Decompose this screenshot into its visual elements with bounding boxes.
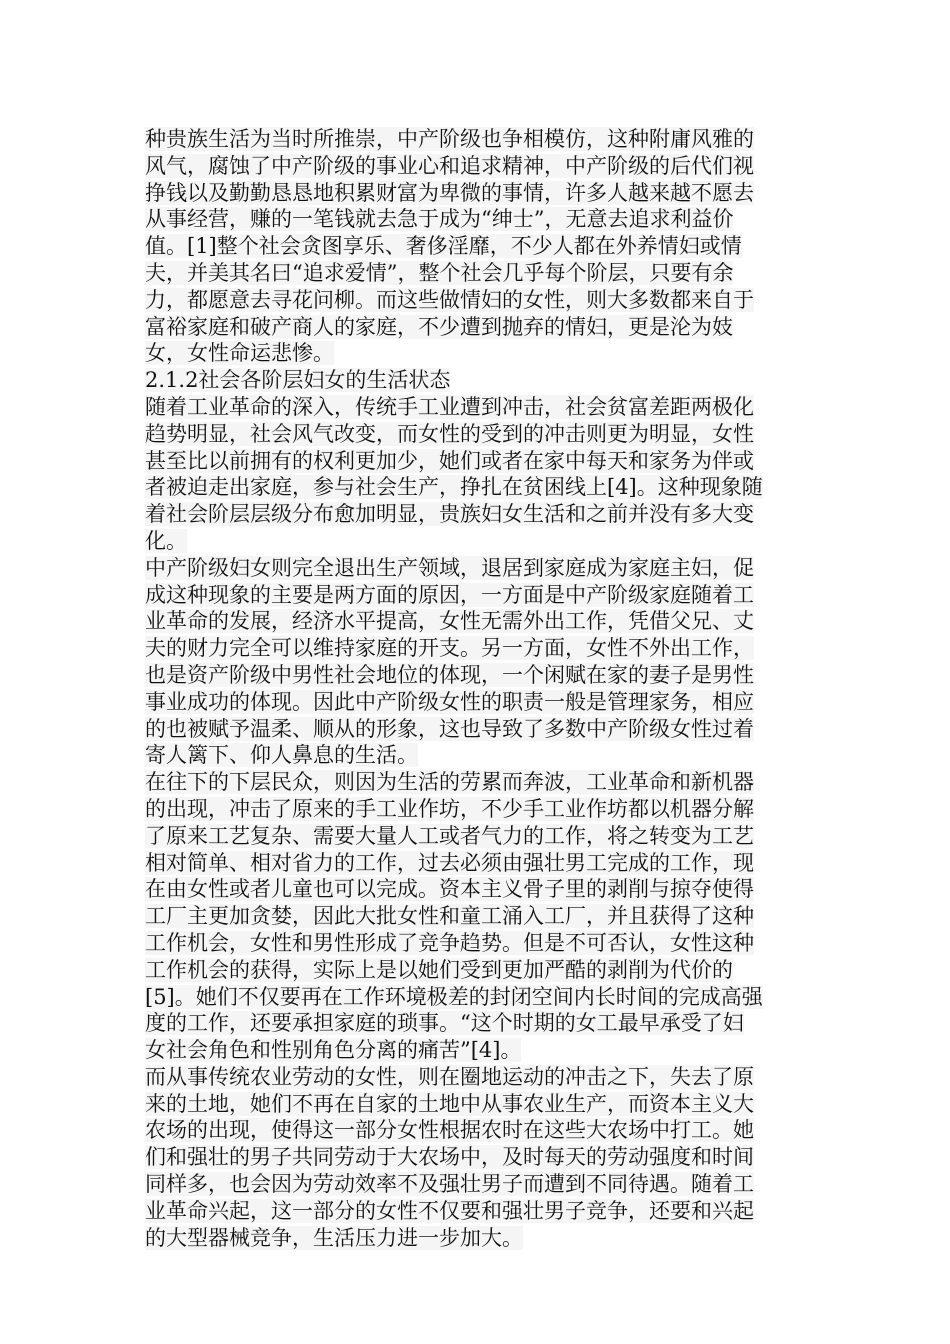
- line-text: 业革命兴起，这一部分的女性不仅要和强壮男子竞争，还要和兴起: [145, 1198, 754, 1223]
- line-text: 成这种现象的主要是两方面的原因，一方面是中产阶级家庭随着工: [145, 582, 754, 607]
- line-text: 从事经营，赚的一笔钱就去急于成为“绅士”，无意去追求利益价: [145, 207, 734, 232]
- body-paragraph: [145, 1064, 805, 1252]
- paragraph-line: [145, 1144, 805, 1171]
- paragraph-line: [145, 206, 805, 233]
- line-text: 同样多，也会因为劳动效率不及强壮男子而遭到不同待遇。随着工: [145, 1172, 754, 1197]
- paragraph-line: [145, 608, 805, 635]
- paragraph-line: [145, 1091, 805, 1118]
- line-text: 甚至比以前拥有的权利更加少，她们或者在家中每天和家务为伴或: [145, 448, 754, 473]
- line-text: 种贵族生活为当时所推崇，中产阶级也争相模仿，这种附庸风雅的: [145, 127, 754, 151]
- line-text: 化。: [145, 528, 187, 553]
- body-paragraph: [145, 769, 805, 1064]
- paragraph-line: [145, 582, 805, 609]
- line-text: 挣钱以及勤勤恳恳地积累财富为卑微的事情，许多人越来越不愿去: [145, 180, 754, 205]
- paragraph-line: [145, 555, 805, 582]
- paragraph-line: [145, 448, 805, 475]
- paragraph-line: [145, 180, 805, 207]
- paragraph-line: [145, 1117, 805, 1144]
- paragraph-line: [145, 796, 805, 823]
- line-text: 工作机会，女性和男性形成了竞争趋势。但是不可否认，女性这种: [145, 930, 754, 955]
- line-text: 在往下的下层民众，则因为生活的劳累而奔波，工业革命和新机器: [145, 770, 754, 795]
- paragraph-line: [145, 1171, 805, 1198]
- line-text: 中产阶级妇女则完全退出生产领域，退居到家庭成为家庭主妇，促: [145, 555, 754, 580]
- paragraph-line: [145, 876, 805, 903]
- paragraph-line: [145, 957, 805, 984]
- body-paragraph: [145, 126, 805, 367]
- paragraph-line: [145, 1064, 805, 1091]
- line-text: 着社会阶层层级分布愈加明显，贵族妇女生活和之前并没有多大变: [145, 502, 754, 527]
- line-text: 度的工作，还要承担家庭的琐事。“这个时期的女工最早承受了妇: [145, 1011, 744, 1036]
- paragraph-line: [145, 850, 805, 877]
- paragraph-line: [145, 903, 805, 930]
- paragraph-line: [145, 662, 805, 689]
- line-text: 来的土地，她们不再在自家的土地中从事农业生产，而资本主义大: [145, 1091, 754, 1116]
- line-text: 的也被赋予温柔、顺从的形象，这也导致了多数中产阶级女性过着: [145, 716, 754, 741]
- paragraph-line: [145, 689, 805, 716]
- paragraph-line: [145, 153, 805, 180]
- line-text: 夫的财力完全可以维持家庭的开支。另一方面，女性不外出工作，: [145, 636, 754, 661]
- line-text: 的出现，冲击了原来的手工业作坊，不少手工业作坊都以机器分解: [145, 796, 754, 821]
- line-text: 在由女性或者儿童也可以完成。资本主义骨子里的剥削与掠夺使得: [145, 877, 754, 902]
- line-text: 2.1.2社会各阶层妇女的生活状态: [145, 368, 451, 393]
- document-body: [145, 126, 805, 1251]
- line-text: 风气，腐蚀了中产阶级的事业心和追求精神，中产阶级的后代们视: [145, 153, 754, 178]
- paragraph-line: [145, 1010, 805, 1037]
- line-text: 随着工业革命的深入，传统手工业遭到冲击，社会贫富差距两极化: [145, 394, 754, 419]
- paragraph-line: [145, 126, 805, 153]
- line-text: 富裕家庭和破产商人的家庭，不少遭到抛弃的情妇，更是沦为妓: [145, 314, 733, 339]
- paragraph-line: [145, 260, 805, 287]
- paragraph-line: [145, 1198, 805, 1225]
- paragraph-line: [145, 635, 805, 662]
- line-text: 力，都愿意去寻花问柳。而这些做情妇的女性，则大多数都来自于: [145, 287, 754, 312]
- section-heading: [145, 367, 805, 394]
- paragraph-line: [145, 984, 805, 1011]
- paragraph-line: [145, 716, 805, 743]
- paragraph-line: [145, 528, 805, 555]
- paragraph-line: [145, 421, 805, 448]
- line-text: 寄人篱下、仰人鼻息的生活。: [145, 743, 418, 768]
- line-text: 也是资产阶级中男性社会地位的体现，一个闲赋在家的妻子是男性: [145, 662, 754, 687]
- paragraph-line: [145, 501, 805, 528]
- line-text: 工厂主更加贪婪，因此大批女性和童工涌入工厂，并且获得了这种: [145, 904, 754, 929]
- line-text: 者被迫走出家庭，参与社会生产，挣扎在贫困线上[4]。这种现象随: [145, 475, 763, 500]
- paragraph-line: [145, 394, 805, 421]
- paragraph-line: [145, 1225, 805, 1252]
- paragraph-line: [145, 1037, 805, 1064]
- line-text: 夫，并美其名曰“追求爱情”，整个社会几乎每个阶层，只要有余: [145, 260, 734, 285]
- paragraph-line: [145, 769, 805, 796]
- line-text: 了原来工艺复杂、需要大量人工或者气力的工作，将之转变为工艺: [145, 823, 754, 848]
- line-text: 而从事传统农业劳动的女性，则在圈地运动的冲击之下，失去了原: [145, 1064, 754, 1089]
- paragraph-line: [145, 474, 805, 501]
- line-text: 工作机会的获得，实际上是以她们受到更加严酷的剥削为代价的: [145, 957, 733, 982]
- paragraph-line: [145, 287, 805, 314]
- line-text: 业革命的发展，经济水平提高，女性无需外出工作，凭借父兄、丈: [145, 609, 754, 634]
- paragraph-line: [145, 314, 805, 341]
- line-text: 女，女性命运悲惨。: [145, 341, 334, 366]
- line-text: 们和强壮的男子共同劳动于大农场中，及时每天的劳动强度和时间: [145, 1145, 754, 1170]
- paragraph-line: [145, 742, 805, 769]
- line-text: 农场的出现，使得这一部分女性根据农时在这些大农场中打工。她: [145, 1118, 754, 1143]
- body-paragraph: [145, 394, 805, 555]
- line-text: 女社会角色和性别角色分离的痛苦”[4]。: [145, 1038, 522, 1063]
- body-paragraph: [145, 555, 805, 769]
- line-text: [5]。她们不仅要再在工作环境极差的封闭空间内长时间的完成高强: [145, 984, 763, 1009]
- line-text: 的大型器械竞争，生活压力进一步加大。: [145, 1225, 523, 1250]
- paragraph-line: [145, 233, 805, 260]
- line-text: 趋势明显，社会风气改变，而女性的受到的冲击则更为明显，女性: [145, 421, 754, 446]
- line-text: 值。[1]整个社会贪图享乐、奢侈淫靡，不少人都在外养情妇或情: [145, 234, 742, 259]
- paragraph-line: [145, 823, 805, 850]
- paragraph-line: [145, 930, 805, 957]
- paragraph-line: [145, 340, 805, 367]
- line-text: 事业成功的体现。因此中产阶级女性的职责一般是管理家务，相应: [145, 689, 754, 714]
- heading-text: [145, 367, 805, 394]
- line-text: 相对简单、相对省力的工作，过去必须由强壮男工完成的工作，现: [145, 850, 754, 875]
